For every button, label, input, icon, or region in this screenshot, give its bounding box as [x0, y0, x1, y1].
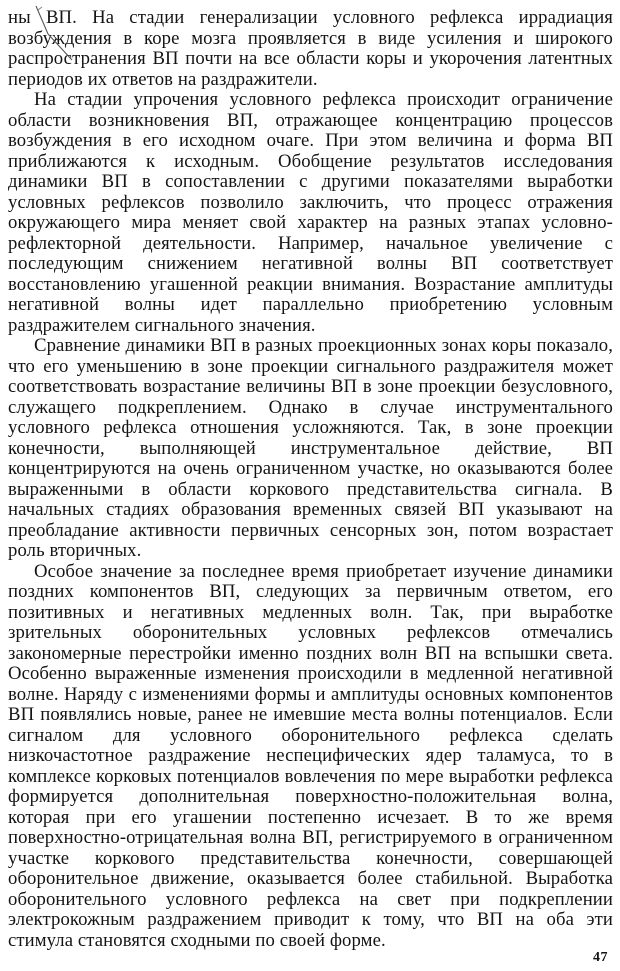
paragraph-generalization: ны ВП. На стадии генерализации условного рефлекса иррадиация возбуждения в коре мозга проявляется в виде усиления и широкого распространения ВП почти на все области коры и укорочения латентных периодов их ответов на раздражители. [8, 7, 613, 90]
paragraph-consolidation: На стадии упрочения условного рефлекса происходит ограничение области возникновения ВП, отражающее концентрацию процессов возбуждения в его исходном очаге. При этом величина и форма ВП приближаются к исходным. Обобщение результатов исследования динамики ВП в сопоставлении с другими показателями выработки условных рефлексов позволило заключить, что процесс отражения окружающего мира меняет свой характер на разных этапах условно-рефлекторной деятельности. Например, начальное увеличение с последующим снижением негативной волны ВП соответствует восстановлению угашенной реакции внимания. Возрастание амплитуды негативной волны идет параллельно приобретению условным раздражителем сигнального значения. [8, 89, 613, 336]
book-page [8, 8, 613, 951]
paragraph-late-components: Особое значение за последнее время приобретает изучение динамики поздних компонентов ВП, следующих за первичным ответом, его позитивных и негативных медленных волн. Так, при выработке зрительных оборонительных условных рефлексов отмечались закономерные перестройки именно поздних волн ВП на вспышки света. Особенно выраженные изменения происходили в медленной негативной волне. Наряду с изменениями формы и амплитуды основных компонентов ВП появлялись новые, ранее не имевшие места волны потенциалов. Если сигналом для условного оборонительного рефлекса сделать низкочастотное раздражение неспецифических ядер таламуса, то в комплексе корковых потенциалов вовлечения по мере выработки рефлекса формируется дополнительная поверхностно-положительная волна, которая при его угашении постепенно исчезает. В то же время поверхностно-отрицательная волна ВП, регистрируемого в ограниченном участке коркового представительства конечности, совершающей оборонительное движение, оказывается более стабильной. Выработка оборонительного условного рефлекса на свет при подкреплении электрокожным раздражением приводит к тому, что ВП на оба эти стимула становятся сходными по своей форме. [8, 560, 613, 951]
paragraph-projection-zones: Сравнение динамики ВП в разных проекционных зонах коры показало, что его уменьшению в зоне проекции сигнального раздражителя может соответствовать возрастание величины ВП в зоне проекции безусловного, служащего подкреплением. Однако в случае инструментального условного рефлекса отношения усложняются. Так, в зоне проекции конечности, выполняющей инструментальное действие, ВП концентрируются на очень ограниченном участке, но оказываются более выраженными в области коркового представительства сигнала. В начальных стадиях образования временных связей ВП указывают на преобладание активности первичных сенсорных зон, потом возрастает роль вторичных. [8, 335, 613, 561]
page-number: 47 [593, 950, 608, 965]
